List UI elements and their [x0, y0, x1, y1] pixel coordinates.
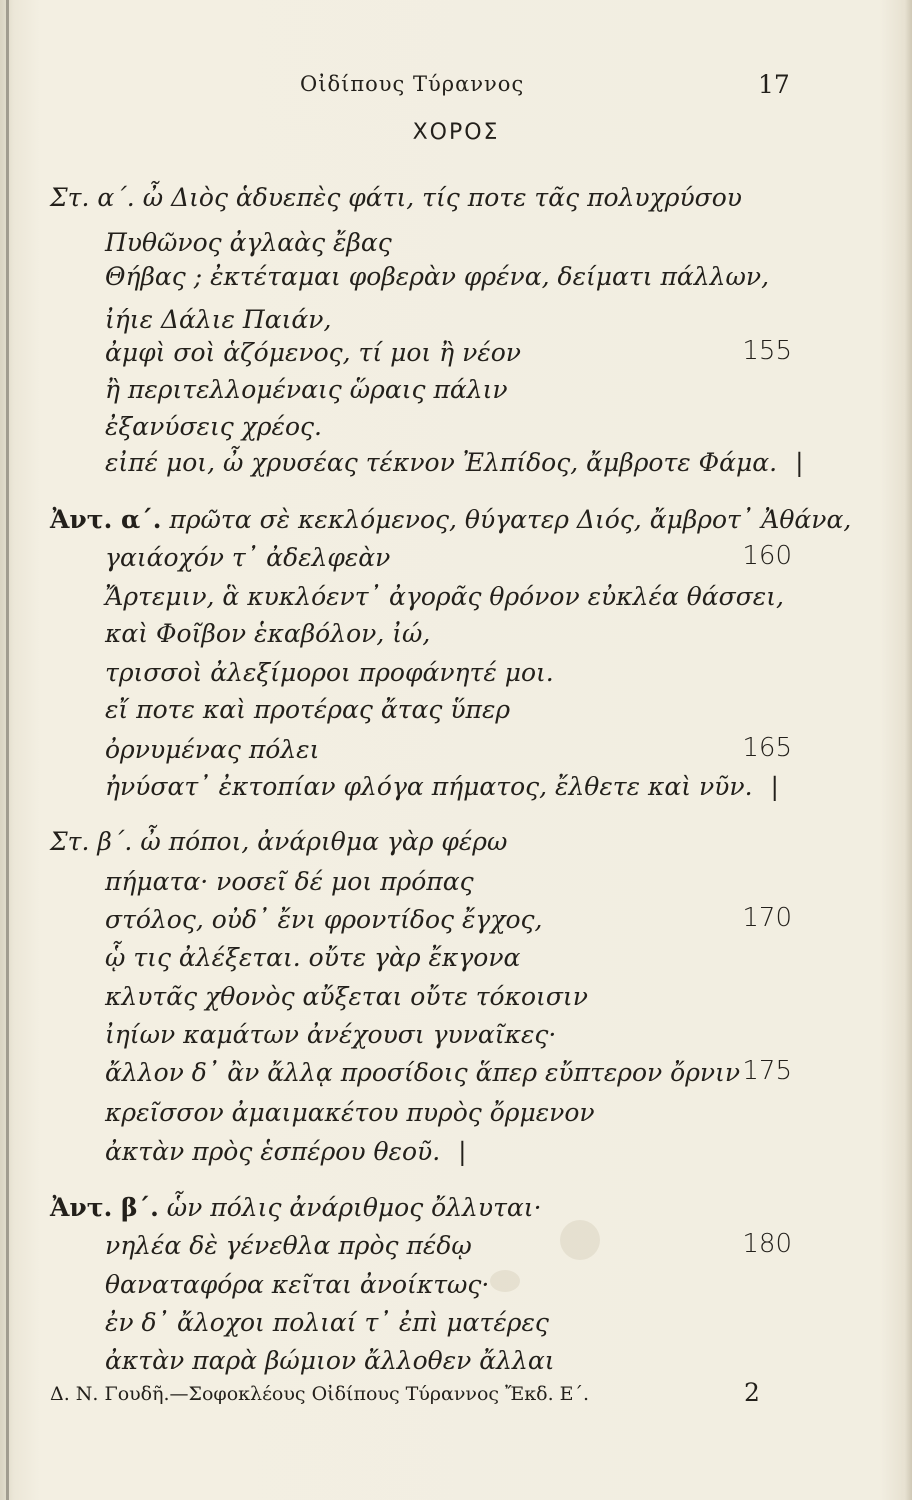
- verse-text: ὀρνυμένας πόλει: [105, 735, 320, 764]
- verse-text: εἴ ποτε καὶ προτέρας ἄτας ὕπερ: [105, 695, 511, 724]
- strophe-end-bar: |: [795, 448, 804, 477]
- verse-text: ἐν δ᾽ ἄλοχοι πολιαί τ᾽ ἐπὶ ματέρες: [105, 1308, 549, 1337]
- verse-text: κλυτᾶς χθονὸς αὔξεται οὔτε τόκοισιν: [105, 982, 588, 1011]
- verse-text: κρεῖσσον ἀμαιμακέτου πυρὸς ὄρμενον: [105, 1098, 595, 1127]
- strophe-end-bar: |: [458, 1137, 467, 1166]
- verse-line: [105, 982, 588, 1011]
- verse-text: ἠνύσατ᾽ ἐκτοπίαν φλόγα πήματος, ἔλθετε καὶ νῦν.: [105, 772, 753, 801]
- footer-imprint: Δ. Ν. Γουδῆ.—Σοφοκλέους Οἰδίπους Τύραννος Ἔκδ. Ε΄.: [50, 1383, 590, 1405]
- verse-text: πήματα· νοσεῖ δέ μοι πρόπας: [105, 867, 474, 896]
- verse-line: [105, 1058, 740, 1087]
- verse-line: [105, 1098, 595, 1127]
- signature-mark: 2: [744, 1378, 760, 1407]
- page-number: 17: [758, 70, 790, 99]
- verse-text: ὦ Διὸς ἁδυεπὲς φάτι, τίς ποτε τᾶς πολυχρύσου: [142, 183, 742, 212]
- verse-text: στόλος, οὐδ᾽ ἔνι φροντίδος ἔγχος,: [105, 905, 543, 934]
- verse-line: [105, 1020, 556, 1049]
- line-number: 155: [742, 336, 792, 366]
- verse-line: [105, 305, 331, 334]
- verse-text: καὶ Φοῖβον ἑκαβόλον, ἰώ,: [105, 619, 431, 648]
- verse-line: [105, 1137, 467, 1166]
- verse-line: [105, 262, 769, 291]
- strophe-marker: Ἀντ. β΄.: [50, 1193, 159, 1222]
- verse-text: πρῶτα σὲ κεκλόμενος, θύγατερ Διός, ἄμβροτ᾽ Ἀθάνα,: [169, 505, 852, 534]
- verse-text: ἄλλον δ᾽ ἂν ἄλλᾳ προσίδοις ἅπερ εὔπτερον ὄρνιν: [105, 1058, 741, 1087]
- strophe-end-bar: |: [770, 772, 779, 801]
- verse-text: Θήβας ; ἐκτέταμαι φοβερὰν φρένα, δείματι πάλλων,: [105, 262, 770, 291]
- verse-line: [105, 943, 520, 972]
- verse-text: ἢ περιτελλομέναις ὥραις πάλιν: [105, 375, 508, 404]
- page-stain: [490, 1270, 520, 1292]
- strophe-marker: Στ. β΄.: [50, 827, 133, 856]
- verse-line: [50, 183, 742, 212]
- verse-text: εἰπέ μοι, ὦ χρυσέας τέκνον Ἐλπίδος, ἄμβροτε Φάμα.: [105, 448, 778, 477]
- verse-line: [105, 735, 319, 764]
- section-title: ΧΟΡΟΣ: [412, 120, 500, 145]
- verse-text: ὧν πόλις ἀνάριθμος ὄλλυται·: [166, 1193, 542, 1222]
- verse-text: Πυθῶνος ἀγλαὰς ἔβας: [105, 228, 392, 257]
- line-number: 180: [742, 1229, 792, 1259]
- verse-line: [105, 905, 543, 934]
- verse-line: [105, 375, 508, 404]
- verse-text: ἰηίων καμάτων ἀνέχουσι γυναῖκες·: [105, 1020, 557, 1049]
- verse-line: [105, 338, 521, 367]
- verse-line: [105, 658, 554, 687]
- verse-line: [105, 1308, 549, 1337]
- verse-text: ἰήιε Δάλιε Παιάν,: [105, 305, 332, 334]
- verse-line: [105, 543, 390, 572]
- verse-line: [105, 582, 784, 611]
- verse-text: νηλέα δὲ γένεθλα πρὸς πέδῳ: [105, 1231, 472, 1260]
- verse-line: [105, 1270, 489, 1299]
- verse-line: [105, 619, 430, 648]
- line-number: 165: [742, 733, 792, 763]
- verse-text: ἀκτὰν παρὰ βώμιον ἄλλοθεν ἄλλαι: [105, 1346, 555, 1375]
- verse-text: ἀμφὶ σοὶ ἁζόμενος, τί μοι ἢ νέον: [105, 338, 521, 367]
- running-head: Οἰδίπους Τύραννος: [300, 72, 525, 96]
- verse-line: [105, 448, 804, 477]
- strophe-marker: Στ. α΄.: [50, 183, 135, 212]
- line-number: 175: [742, 1056, 792, 1086]
- verse-text: γαιάοχόν τ᾽ ἀδελφεὰν: [105, 543, 391, 572]
- verse-line: [105, 867, 474, 896]
- verse-line: [50, 505, 851, 534]
- verse-text: Ἄρτεμιν, ἃ κυκλόεντ᾽ ἀγορᾶς θρόνον εὐκλέα θάσσει,: [105, 582, 784, 611]
- verse-line: [105, 228, 392, 257]
- verse-text: θαναταφόρα κεῖται ἀνοίκτως·: [105, 1270, 490, 1299]
- line-number: 160: [742, 541, 792, 571]
- verse-line: [105, 772, 779, 801]
- verse-text: ὦ πόποι, ἀνάριθμα γὰρ φέρω: [140, 827, 508, 856]
- page-stain: [560, 1220, 600, 1260]
- verse-text: ἀκτὰν πρὸς ἑσπέρου θεοῦ.: [105, 1137, 441, 1166]
- verse-text: ἐξανύσεις χρέος.: [105, 412, 322, 441]
- verse-text: τρισσοὶ ἀλεξίμοροι προφάνητέ μοι.: [105, 658, 554, 687]
- verse-line: [50, 1193, 542, 1222]
- verse-line: [105, 695, 510, 724]
- verse-text: ᾧ τις ἀλέξεται. οὔτε γὰρ ἔκγονα: [105, 943, 521, 972]
- strophe-marker: Ἀντ. α΄.: [50, 505, 162, 534]
- line-number: 170: [742, 903, 792, 933]
- verse-line: [105, 412, 322, 441]
- verse-line: [50, 827, 507, 856]
- binding-edge: [6, 0, 9, 1500]
- verse-line: [105, 1346, 555, 1375]
- verse-line: [105, 1231, 472, 1260]
